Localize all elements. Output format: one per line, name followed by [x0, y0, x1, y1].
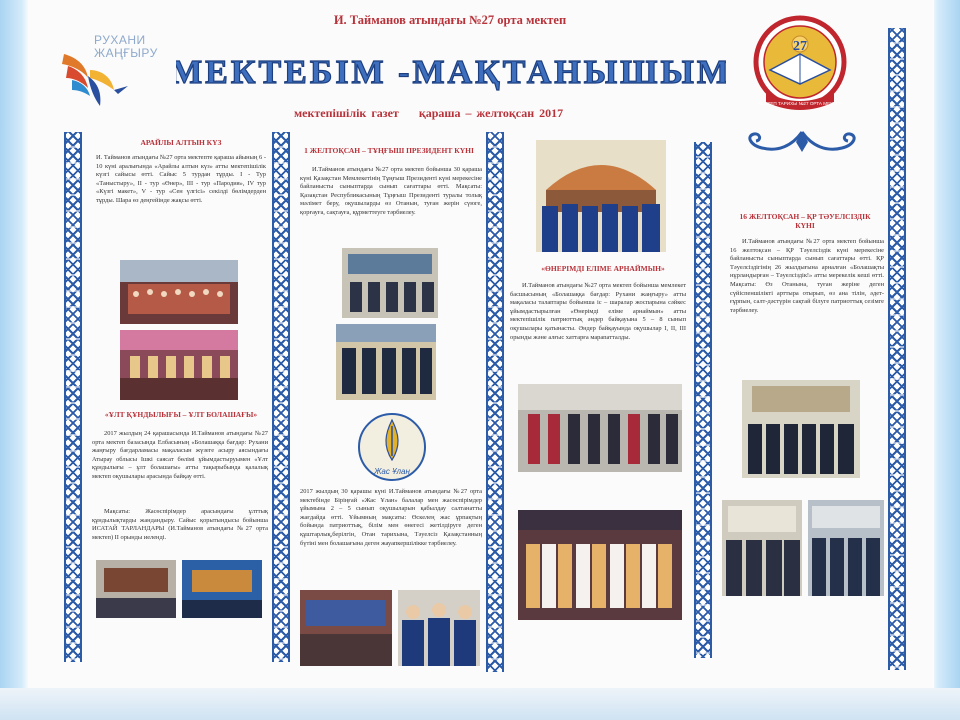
bottom-shade	[0, 688, 960, 720]
photo-zhasulan-kids	[398, 590, 480, 666]
article-nation-title: «ҰЛТ ҚҰНДЫЛЫҒЫ – ҰЛТ БОЛАШАҒЫ»	[104, 410, 258, 419]
photo-independence-group1	[722, 500, 802, 596]
ornament-border-right	[888, 28, 906, 670]
article-independence-title: 16 ЖЕЛТОҚСАН – ҚР ТӘУЕЛСІЗДІК КҮНІ	[739, 212, 871, 230]
photo-nation-hall	[96, 560, 176, 618]
photo-art-winners	[518, 510, 682, 620]
school-name: И. Тайманов атындағы №27 орта мектеп	[333, 13, 567, 27]
logo-line-1: РУХАНИ	[94, 33, 146, 47]
masthead	[176, 48, 726, 92]
photo-zhasulan-hall	[300, 590, 392, 666]
article-art-title: «ӨНЕРІМДІ ЕЛІМЕ АРНАЙМЫН»	[541, 264, 665, 273]
article-art-body: И.Тайманов атындағы №27 орта мектеп бойынша мемлекет басшысының «Болашаққа бағдар: Рухани жаңғыру» атты мақаласы талаптары бойынша іс – шаралар жоспарына сәйкес ұйымдастырылған «Өнерімді еліме арнаймын» атты мектепішілік патриоттық әндер байқауына 5 – 8 сынып оқушылары қатынасты. Әндер байқауында оқушылар I, II, III орынды және алғыс хаттарға марапатталды.	[510, 282, 686, 341]
masthead-title: МЕКТЕБІМ -МАҚТАНЫШЫМ	[176, 54, 726, 91]
emblem-ribbon-text: МЕКТЕП ТАРИХЫ №27 ОРТА МЕКТЕП	[758, 101, 842, 106]
photo-art-stage	[518, 384, 682, 472]
article-zhasulan-body: 2017 жылдың 30 қарашы күні И.Тайманов атындағы №27 орта мектебінде Біріңғай «Жас Ұлан» балалар мен жасөспірімдер ұйымына 2 – 5 сынып оқушыларын қабылдау салтанатты жағдайда өтті. Ұйымның мақсаты: Өскелең жас ұрпақтың бойында патриоттық, білім мен өнегесі жетілдіруге деген құштарлық,берілгін, Отан тарихына, Тәуелсіз Қазақстанның бүтіні мен болашағына деген жауапкершілікке тәрбиелеу.	[300, 488, 482, 547]
photo-independence-group2	[808, 500, 884, 596]
article-autumn-body: И. Тайманов атындағы №27 орта мектепте қараша айының 6 - 10 күні аралығында «Арайлы алтын күз» атты мектепішілік күзгі сайысы өтті. Сайыс 5 турдан тұрды. I - Тур «Таныстыру», II - тур «Өнер», III - тур «Пародия», IV тур «Күзгі макет», V - тур «Сен үлгісі» секілді бөлімдерден тұрды. Шара өз деңгейінде жақсы өтті.	[96, 154, 266, 204]
photo-independence-class	[742, 380, 860, 478]
photo-autumn-stage	[120, 260, 238, 324]
photo-autumn-group	[120, 330, 238, 400]
subhead: мектепішілік газет қараша – желтоқсан 2017	[294, 106, 564, 120]
ornament-border-2	[272, 132, 290, 662]
ornament-border-left	[64, 132, 82, 662]
photo-yurt-students	[536, 140, 666, 252]
article-nation-body1: 2017 жылдың 24 қарашасында И.Тайманов атындағы №27 орта мектеп базасында Елбасының «Болашаққа бағдар: Рухани жаңғыру бағдарламасы мақаласын жүзеге асыру аясындағы Атырау облысы Ішкі саясат бөлімі ұйымдастыруымен «Ұлт құндылығы – ұлт болашағы» атты тақырыбында қалалық мектеп оқушылары арасында байқау өтті.	[92, 430, 268, 480]
photo-nation-stage	[182, 560, 262, 618]
article-president-title: 1 ЖЕЛТОҚСАН – ТҰҢҒЫШ ПРЕЗИДЕНТ КҮНІ	[304, 146, 474, 155]
article-independence-body: И.Тайманов атындағы №27 орта мектеп бойынша 16 желтоқсан – ҚР Тәуелсіздік күні мерекесіне байланысты сыныптарда сынып сағаттары өтті. ҚР Тәуелсіздігінің 26 жылдығына арналған «Болашақты нұрландырған – Тәуелсіздік!» атты мерекелік кеші өтті. Мақсаты: Өз Отанына, туған жеріне деген сүйіспеншілікті арттыра отырып, өз ана тілін, әдет-ғұрпын, салт-дәстүрін сақтай білуге патриоттық сезімге тәрбиелеу.	[730, 238, 884, 314]
ornament-swirl	[732, 128, 872, 156]
zhas-ulan-emblem	[357, 412, 427, 482]
ornament-border-4	[694, 142, 712, 658]
logo-line-2: ЖАҢҒЫРУ	[94, 46, 158, 60]
ornament-border-3	[486, 132, 504, 672]
svg-text:27: 27	[793, 39, 807, 54]
article-president-body: И.Тайманов атындағы №27 орта мектеп бойынша 30 қараша күні Қазақстан Мемлекетінің Тұңғыш Президенті күні мерекесіне байланысты сыныптарда сынып сағаттары өтті. Мақсаты: Қазақстан Республикасының Тұңғыш Президенті туралы толық мәлімет беру, оқушыларды өз Отанын, туған жерін сүюге, қорғауға, сақтауға, құрметтеуге тәрбиелеу.	[300, 166, 482, 216]
photo-president-students	[336, 324, 436, 400]
article-nation-body2: Мақсаты: Жасөспірімдер арасындағы ұлттық құндылықтарды жандандыру. Сайыс қорытындысы бойынша ИСАТАЙ ТАРЛАНДАРЫ (И.Тайманов атындағы №27 орта мектеп) II орынды иеленді.	[92, 508, 268, 541]
rukhani-zhangyru-logo	[58, 26, 170, 110]
school-emblem	[752, 14, 848, 120]
article-autumn-title: АРАЙЛЫ АЛТЫН КҮЗ	[140, 138, 222, 147]
photo-president-class	[342, 248, 438, 318]
zhas-ulan-text: Жас Ұлан	[374, 467, 410, 476]
